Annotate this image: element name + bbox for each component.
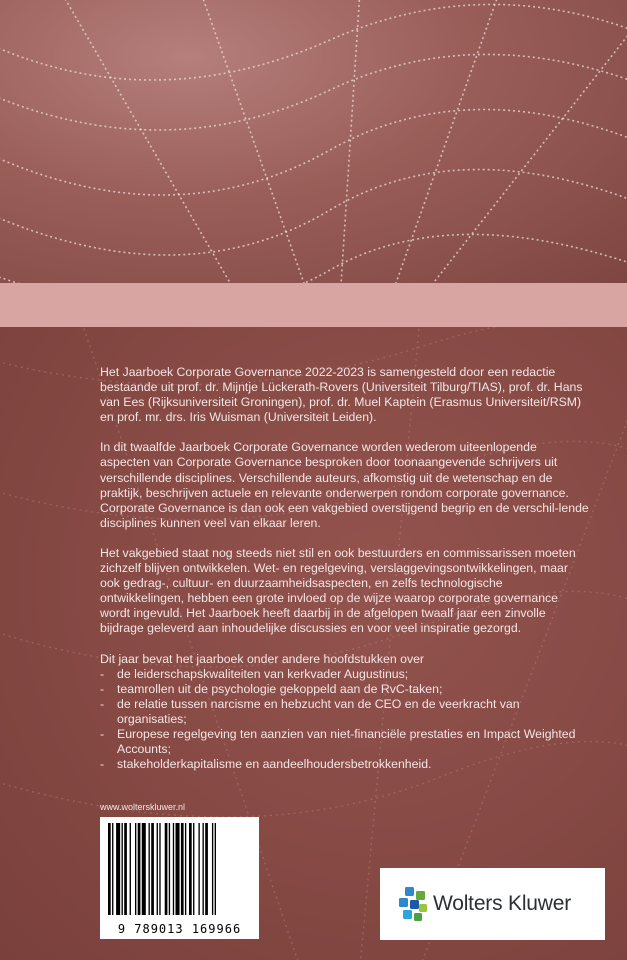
barcode-bar bbox=[124, 823, 127, 915]
barcode-bar bbox=[181, 823, 184, 915]
wolters-kluwer-logo-icon bbox=[395, 885, 429, 923]
barcode-bar bbox=[176, 823, 180, 915]
list-item: - de leiderschapskwaliteiten van kerkvader Augustinus; bbox=[100, 667, 590, 682]
barcode-bar bbox=[135, 823, 136, 915]
paragraph-editors: Het Jaarboek Corporate Governance 2022-2023 is samengesteld door een redactie bestaande uit prof. dr. Mijntje Lückerath-Rovers (Universiteit Tilburg/TIAS), prof. dr. Hans van Ees (Rijksuniversiteit Groningen), prof. dr. Muel Kaptein (Erasmus Universiteit/RSM) en prof. mr. drs. Iris Wuisman (Universiteit Leiden). bbox=[100, 365, 583, 425]
barcode-bar bbox=[159, 823, 160, 915]
barcode-bar bbox=[198, 823, 199, 915]
cover-photo-spiderweb bbox=[0, 0, 627, 283]
barcode-bar bbox=[149, 823, 150, 915]
barcode-bar bbox=[205, 823, 208, 915]
barcode-bar bbox=[122, 823, 123, 915]
barcode-bar bbox=[212, 823, 213, 915]
barcode-bar bbox=[169, 823, 170, 915]
barcode-bars bbox=[100, 817, 259, 921]
list-item: - stakeholderkapitalisme en aandeelhoudersbetrokkenheid. bbox=[100, 757, 590, 772]
list-item: - teamrollen uit de psychologie gekoppeld aan de RvC-taken; bbox=[100, 682, 590, 697]
chapters-list bbox=[100, 667, 590, 773]
list-item: - Europese regelgeving ten aanzien van niet-financiële prestaties en Impact Weighted Accounts; bbox=[100, 727, 590, 757]
barcode-bar bbox=[165, 823, 168, 915]
paragraph-field: Het vakgebied staat nog steeds niet stil en ook bestuurders en commissarissen moeten zichzelf blijven ontwikkelen. Wet- en regelgeving, verslaggevingsontwikkelingen, maar ook gedrag-, cultuur- en duurzaamheidsaspecten, en zelfs technologische ontwikkelingen, hebben een grote invloed op de wijze waarop corporate governance wordt ingevuld. Het Jaarboek heeft daarbij in de afgelopen twaalf jaar een zinvolle bijdrage geleverd aan inhoudelijke discussies en voor veel inspiratie gezorgd. bbox=[100, 545, 576, 636]
website-url: www.wolterskluwer.nl bbox=[100, 802, 186, 812]
isbn-digits: 9 789013 169966 bbox=[117, 922, 242, 936]
paragraph-contents: In dit twaalfde Jaarboek Corporate Governance worden wederom uiteenlopende aspecten van Corporate Governance besproken door toonaangevende schrijvers uit verschillende disciplines. Verschillende auteurs, afkomstig uit de wetenschap en de praktijk, beschrijven actuele en relevante onderwerpen rondom corporate governance. Corporate Governance is dan ook een vakgebied overstijgend begrip en de verschil-lende disciplines kunnen veel van elkaar leren. bbox=[100, 440, 589, 530]
barcode-bar bbox=[185, 823, 186, 915]
barcode-bar bbox=[116, 823, 120, 915]
color-band bbox=[0, 283, 627, 327]
barcode-bar bbox=[203, 823, 204, 915]
barcode-bar bbox=[138, 823, 141, 915]
barcode-bar bbox=[193, 823, 194, 915]
chapters-intro: Dit jaar bevat het jaarboek onder andere hoofdstukken over bbox=[100, 651, 425, 666]
barcode-bar bbox=[142, 823, 146, 915]
isbn-barcode bbox=[100, 817, 259, 939]
back-cover-text bbox=[100, 365, 590, 772]
list-item: - de relatie tussen narcisme en hebzucht van de CEO en de veerkracht van organisaties; bbox=[100, 697, 590, 727]
barcode-bar bbox=[215, 823, 216, 915]
barcode-bar bbox=[151, 823, 154, 915]
publisher-name: Wolters Kluwer bbox=[433, 892, 572, 915]
barcode-bar bbox=[130, 823, 131, 915]
barcode-bar bbox=[173, 823, 174, 915]
barcode-bar bbox=[189, 823, 192, 915]
barcode-bar bbox=[108, 823, 111, 915]
publisher-logo-box bbox=[380, 868, 605, 940]
barcode-bar bbox=[112, 823, 113, 915]
barcode-bar bbox=[157, 823, 158, 915]
spiderweb-image bbox=[0, 0, 627, 283]
